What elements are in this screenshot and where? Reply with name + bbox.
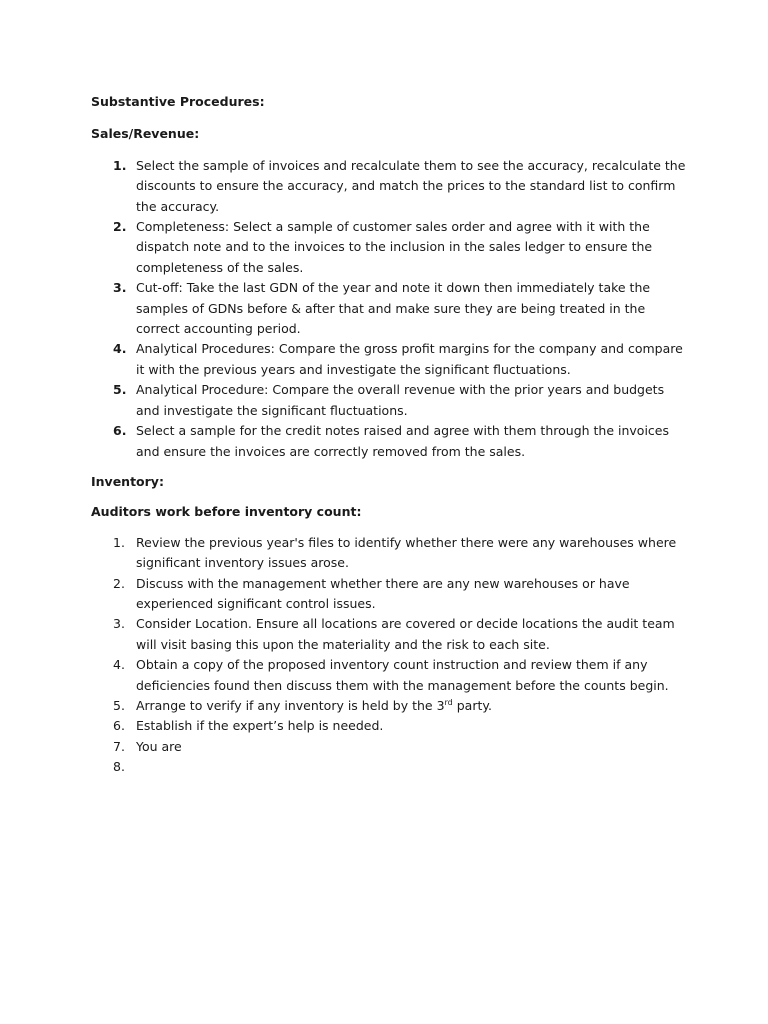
list-item-text: Arrange to verify if any inventory is held by the 3: [136, 697, 445, 713]
list-number: 2.: [113, 219, 127, 235]
list-item-text: Select the sample of invoices and recalculate them to see the accuracy, recalculate the discounts to ensure the accuracy, and match the prices to the standard list to confirm the accuracy.: [136, 157, 686, 214]
list-item-text: You are: [136, 738, 182, 754]
list-item: [91, 614, 691, 655]
list-item: [91, 737, 691, 757]
list-item: [91, 696, 691, 716]
list-number: 3.: [113, 616, 125, 632]
list-item-text: Review the previous year's files to identify whether there were any warehouses where significant inventory issues arose.: [136, 534, 677, 571]
list-number: 6.: [113, 423, 127, 439]
list-item-text: Establish if the expert’s help is needed.: [136, 718, 384, 734]
list-number: 7.: [113, 738, 125, 754]
list-number: 3.: [113, 280, 127, 296]
list-item-text: Analytical Procedures: Compare the gross profit margins for the company and compare it with the previous years and investigate the significant fluctuations.: [136, 341, 683, 377]
document-title: Substantive Procedures:: [91, 94, 265, 109]
document-page: [91, 92, 691, 778]
list-item: [91, 533, 691, 574]
list-item: [91, 217, 691, 278]
list-item-text: Analytical Procedure: Compare the overall revenue with the prior years and budgets and investigate the significant fluctuations.: [136, 382, 665, 418]
list-item-text: Discuss with the management whether there are any new warehouses or have experienced significant control issues.: [136, 575, 630, 611]
list-number: 4.: [113, 341, 127, 357]
list-item: [91, 655, 691, 696]
list-number: 1.: [113, 534, 125, 550]
list-item-text: Cut-off: Take the last GDN of the year and note it down then immediately take the samples of GDNs before & after that and make sure they are being treated in the correct accounting period.: [136, 280, 651, 337]
list-item: [91, 278, 691, 339]
list-number: 5.: [113, 697, 125, 713]
list-item-text: Completeness: Select a sample of customer sales order and agree with it with the dispatch note and to the invoices to the inclusion in the sales ledger to ensure the completeness of the sales.: [136, 219, 653, 275]
auditors-work-heading: Auditors work before inventory count:: [91, 504, 362, 520]
inventory-heading: Inventory:: [91, 473, 164, 489]
list-item-text-end: party.: [452, 697, 492, 713]
list-item: [91, 380, 691, 421]
list-number: 6.: [113, 718, 125, 734]
list-item: [91, 716, 691, 736]
list-number: 5.: [113, 382, 127, 398]
inventory-procedures-list: [91, 533, 691, 778]
list-number: 1.: [113, 157, 127, 173]
list-item: [91, 757, 691, 777]
list-number: 4.: [113, 657, 125, 673]
list-item: [91, 156, 691, 217]
sales-heading: Sales/Revenue:: [91, 126, 200, 142]
list-number: 8.: [113, 759, 125, 775]
list-item-text: Obtain a copy of the proposed inventory count instruction and review them if any deficiencies found then discuss them with the management before the counts begin.: [136, 657, 669, 693]
list-item: [91, 339, 691, 380]
list-item: [91, 574, 691, 615]
list-item-text: Select a sample for the credit notes raised and agree with them through the invoices and ensure the invoices are correctly removed from the sales.: [136, 423, 670, 459]
sales-procedures-list: [91, 156, 691, 462]
list-number: 2.: [113, 575, 125, 591]
list-item: [91, 421, 691, 462]
list-item-text: Consider Location. Ensure all locations are covered or decide locations the audit team will visit basing this upon the materiality and the risk to each site.: [136, 616, 675, 652]
ordinal-superscript: rd: [444, 697, 453, 707]
